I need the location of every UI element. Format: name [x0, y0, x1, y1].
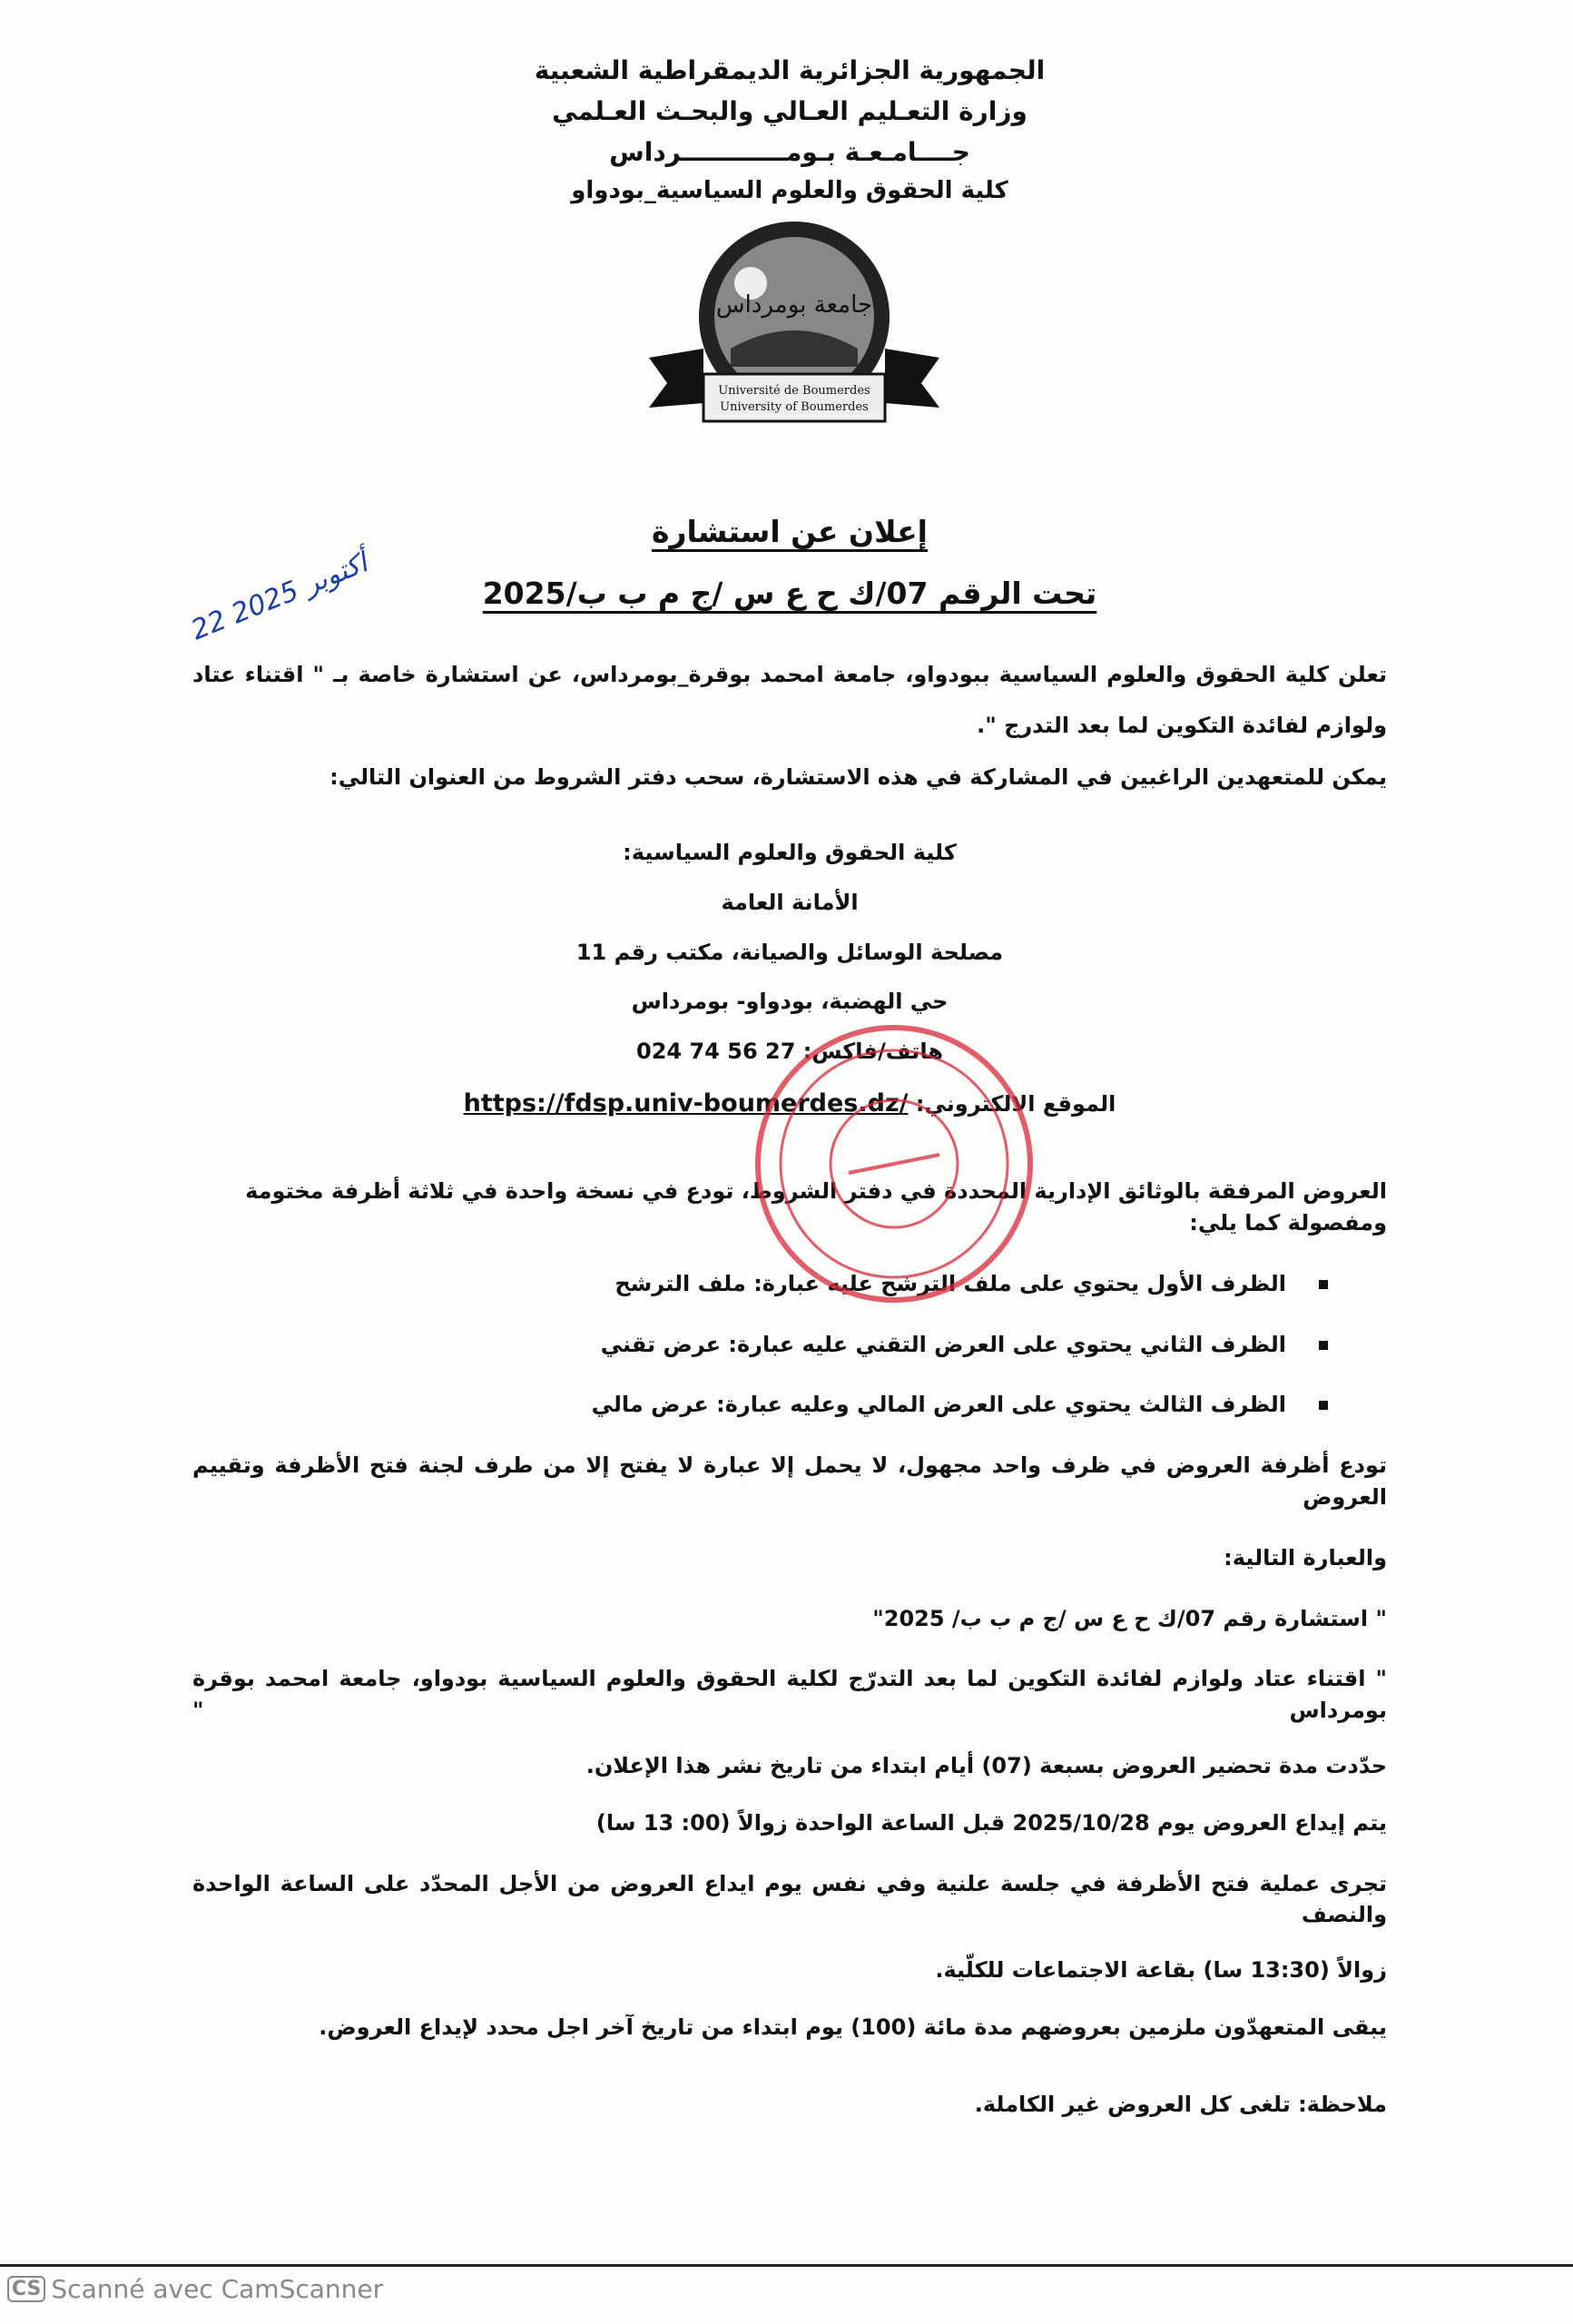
address-district: حي الهضبة، بودواو- بومرداس — [631, 989, 949, 1015]
outer-envelope-line-1: تودع أظرفة العروض في ظرف واحد مجهول، لا يحمل إلا عبارة لا يفتح إلا من طرف لجنة فتح الأظرفة وتقييم العروض — [192, 1452, 1387, 1510]
reference-number: تحت الرقم 07/ك ح ع س /ج م ب ب/2025 — [482, 575, 1097, 611]
bullet-icon — [1319, 1280, 1328, 1289]
logo-fr-text: Université de Boumerdes — [718, 383, 870, 398]
footer-divider — [0, 2264, 1573, 2267]
offers-intro: العروض المرفقة بالوثائق الإدارية المحددة في دفتر الشروط، تودع في نسخة واحدة في ثلاثة أظرفة مختومة ومفصولة كما يلي: — [245, 1178, 1387, 1236]
envelope-item — [192, 1329, 1387, 1361]
address-phone — [192, 1036, 1387, 1068]
intro-line-2: ولوازم لفائدة التكوين لما بعد التدرج ". — [977, 713, 1387, 739]
phone-number: 024 74 56 27 — [636, 1039, 796, 1065]
envelope-item — [192, 1268, 1387, 1300]
intro-line-3: يمكن للمتعهدين الراغبين في المشاركة في هذه الاستشارة، سحب دفتر الشروط من العنوان التالي: — [329, 764, 1387, 791]
document-title: إعلان عن استشارة — [652, 513, 928, 549]
outer-quote-1: " استشارة رقم 07/ك ح ع س /ج م ب ب/ 2025" — [872, 1605, 1387, 1631]
note: ملاحظة: تلغى كل العروض غير الكاملة. — [974, 2091, 1387, 2117]
opening-line-2: زوالاً (13:30 سا) بقاعة الاجتماعات للكلّية. — [935, 1957, 1387, 1984]
address-service: مصلحة الوسائل والصيانة، مكتب رقم 11 — [575, 939, 1004, 965]
header-faculty: كلية الحقوق والعلوم السياسية_بودواو — [571, 177, 1008, 205]
header-ministry: وزارة التعـليم العـالي والبحـث العـلمي — [552, 95, 1027, 126]
logo-area — [192, 211, 1387, 474]
bullet-icon — [1319, 1341, 1328, 1350]
phone-label: هاتف/فاكس: — [802, 1039, 943, 1065]
website-link[interactable]: https://fdsp.univ-boumerdes.dz/ — [463, 1089, 909, 1118]
address-secretariat: الأمانة العامة — [721, 889, 859, 915]
envelope-text: الظرف الثالث يحتوي على العرض المالي وعليه عبارة: عرض مالي — [591, 1392, 1286, 1418]
outer-quote-2: " اقتناء عتاد ولوازم لفائدة التكوين لما بعد التدرّج لكلية الحقوق والعلوم السياسية بودواو، جامعة امحمد بوقرة بومرداس " — [192, 1666, 1387, 1724]
validity-period: يبقى المتعهدّون ملزمين بعروضهم مدة مائة (100) يوم ابتداء من تاريخ آخر اجل محدد لإيداع العروض. — [319, 2014, 1387, 2040]
deposit-deadline: يتم إيداع العروض يوم 2025/10/28 قبل الساعة الواحدة زوالاً (00: 13 سا) — [595, 1809, 1387, 1836]
logo-en-text: University of Boumerdes — [720, 399, 869, 414]
envelope-text: الظرف الثاني يحتوي على العرض التقني عليه عبارة: عرض تقني — [600, 1331, 1286, 1357]
outer-envelope-line-2: والعبارة التالية: — [1224, 1544, 1387, 1571]
camscanner-logo-icon: CS — [7, 2276, 45, 2302]
header-republic: الجمهورية الجزائرية الديمقراطية الشعبية — [534, 55, 1046, 85]
address-website — [192, 1086, 1387, 1121]
envelope-text: الظرف الأول يحتوي على ملف الترشح عليه عبارة: ملف الترشح — [614, 1270, 1286, 1296]
university-logo — [649, 222, 939, 439]
header-university: جــــامـعـة بـومــــــــــــرداس — [609, 136, 970, 167]
envelope-item — [192, 1389, 1387, 1421]
bullet-icon — [1319, 1401, 1328, 1410]
address-faculty: كلية الحقوق والعلوم السياسية: — [623, 840, 957, 866]
logo-arabic-text: جامعة بومرداس — [715, 290, 873, 319]
opening-line-1: تجرى عملية فتح الأظرفة في جلسة علنية وفي نفس يوم ايداع العروض من الأجل المحدّد على الساعة الواحدة والنصف — [192, 1870, 1387, 1928]
date-stamp: 22 أكتوبر 2025 — [186, 547, 372, 647]
website-label: الموقع الالكتروني: — [915, 1091, 1116, 1118]
camscanner-watermark — [7, 2274, 383, 2304]
intro-line-1: تعلن كلية الحقوق والعلوم السياسية ببودواو، جامعة امحمد بوقرة_بومرداس، عن استشارة خاصة بـ " اقتناء عتاد — [192, 661, 1387, 687]
preparation-period: حدّدت مدة تحضير العروض بسبعة (07) أيام ابتداء من تاريخ نشر هذا الإعلان. — [585, 1752, 1387, 1778]
camscanner-text: Scanné avec CamScanner — [51, 2274, 384, 2304]
